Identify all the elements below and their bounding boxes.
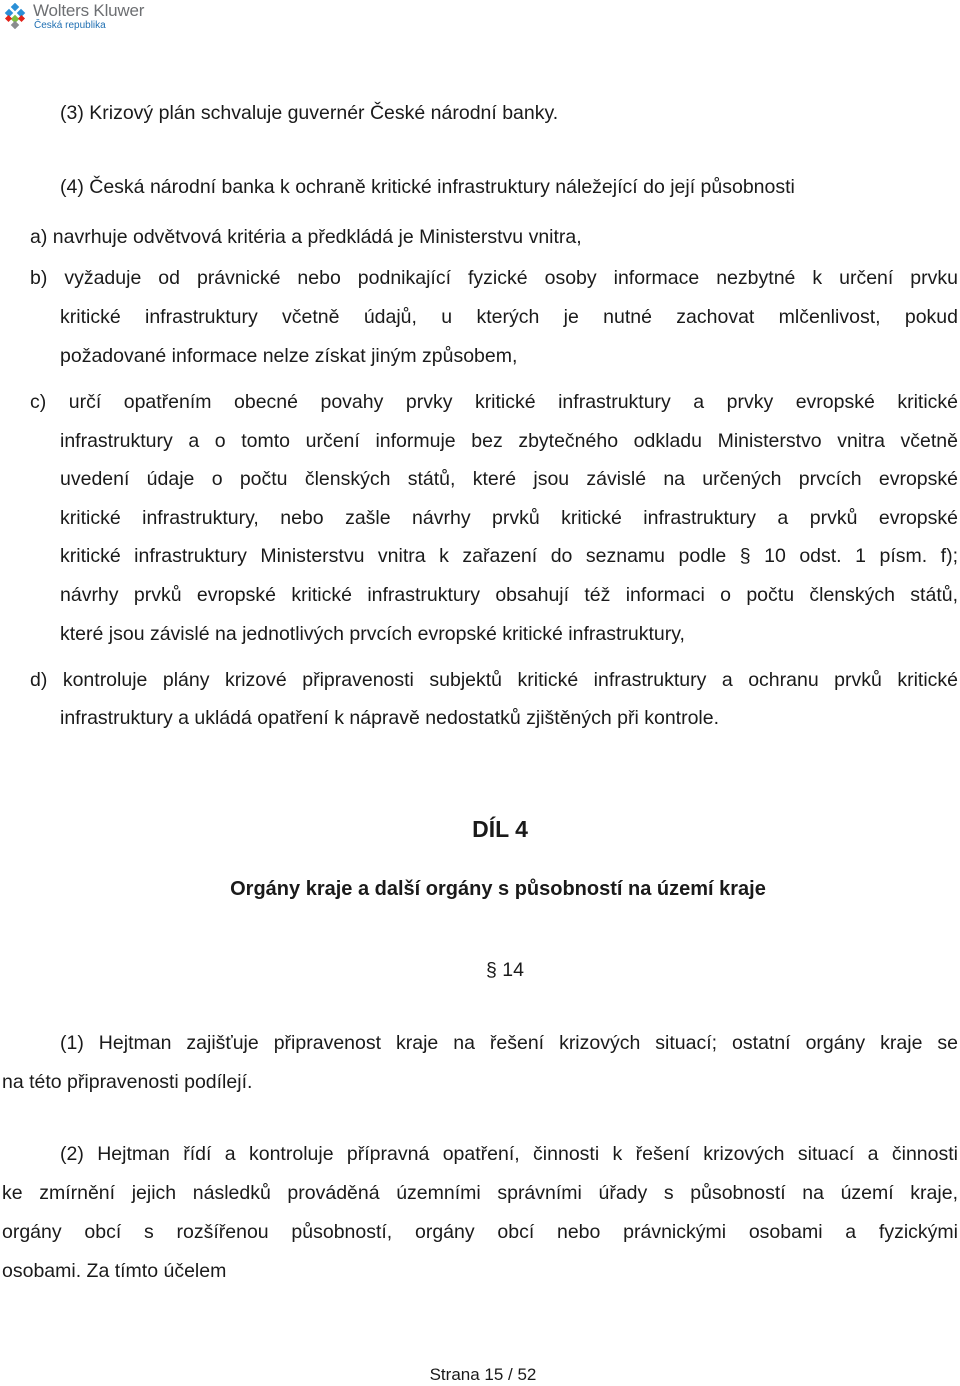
item-d-line: d) kontroluje plány krizové připravenosti subjektů kritické infrastruktury a ochranu prvků kritické: [30, 669, 958, 691]
wolters-kluwer-logo-icon: [2, 3, 28, 29]
part-heading: DÍL 4: [472, 816, 528, 842]
item-c-line: infrastruktury a o tomto určení informuje bez zbytečného odkladu Ministerstvo vnitra včetně: [60, 430, 958, 452]
part-title: Orgány kraje a další orgány s působností na území kraje: [230, 878, 766, 900]
item-c-line: kritické infrastruktury, nebo zašle návrhy prvků kritické infrastruktury a prvků evropské: [60, 507, 958, 529]
paragraph-4-intro: (4) Česká národní banka k ochraně kritické infrastruktury náležející do její působnosti: [60, 176, 795, 198]
paragraph-3: (3) Krizový plán schvaluje guvernér České národní banky.: [60, 102, 559, 124]
item-c-line: kritické infrastruktury Ministerstvu vnitra k zařazení do seznamu podle § 10 odst. 1 písm. f);: [60, 545, 958, 567]
item-a: a) navrhuje odvětvová kritéria a předkládá je Ministerstvu vnitra,: [30, 226, 582, 248]
item-c-line: c) určí opatřením obecné povahy prvky kritické infrastruktury a prvky evropské kritické: [30, 391, 958, 413]
item-c-line: které jsou závislé na jednotlivých prvcích evropské kritické infrastruktury,: [60, 623, 685, 645]
item-c-line: uvedení údaje o počtu členských států, které jsou závislé na určených prvcích evropské: [60, 468, 958, 490]
brand-name: Wolters Kluwer: [33, 1, 145, 20]
item-b-line: b) vyžaduje od právnické nebo podnikající fyzické osoby informace nezbytné k určení prvku: [30, 267, 958, 289]
item-c-line: návrhy prvků evropské kritické infrastruktury obsahují též informaci o počtu členských států,: [60, 584, 958, 606]
section-14-p2-line: ke zmírnění jejich následků prováděná územními správními úřady s působností na území kraje,: [2, 1182, 958, 1204]
section-14-p2-line: osobami. Za tímto účelem: [2, 1260, 227, 1282]
item-b-line: požadované informace nelze získat jiným způsobem,: [60, 345, 518, 367]
publisher-logo: [2, 2, 144, 31]
section-14-p2-line: orgány obcí s rozšířenou působností, orgány obcí nebo právnickými osobami a fyzickými: [2, 1221, 958, 1243]
section-number: § 14: [486, 959, 524, 981]
section-14-p2-line: (2) Hejtman řídí a kontroluje přípravná opatření, činnosti k řešení krizových situací a činnosti: [60, 1143, 958, 1165]
item-b-line: kritické infrastruktury včetně údajů, u kterých je nutné zachovat mlčenlivost, pokud: [60, 306, 958, 328]
section-14-p1-line: (1) Hejtman zajišťuje připravenost kraje na řešení krizových situací; ostatní orgány kraje se: [60, 1032, 958, 1054]
item-d-line: infrastruktury a ukládá opatření k nápravě nedostatků zjištěných při kontrole.: [60, 707, 720, 729]
section-14-p1-line: na této připravenosti podílejí.: [2, 1071, 253, 1093]
page-number: Strana 15 / 52: [429, 1365, 537, 1384]
brand-subtitle: Česká republika: [34, 20, 106, 31]
